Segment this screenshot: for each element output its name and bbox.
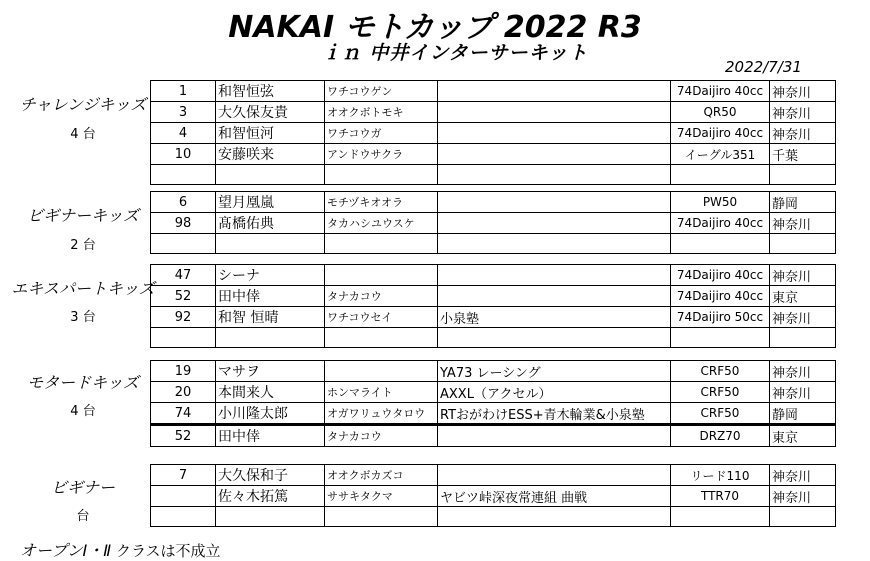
class-name-motard-kids: モタードキッズ bbox=[27, 373, 139, 392]
car-number: 47 bbox=[151, 265, 216, 286]
class-count-expert-kids: 3 台 bbox=[70, 310, 96, 325]
team-name bbox=[438, 144, 671, 165]
rider-kana: タカハシユウスケ bbox=[325, 213, 438, 234]
prefecture: 千葉 bbox=[770, 144, 836, 165]
prefecture: 神奈川 bbox=[770, 265, 836, 286]
car-number bbox=[151, 507, 216, 527]
rider-name bbox=[216, 234, 325, 254]
team-name bbox=[438, 165, 671, 185]
table-row bbox=[151, 425, 836, 447]
team-name: AXXL（アクセル） bbox=[438, 382, 671, 403]
prefecture: 神奈川 bbox=[770, 465, 836, 486]
rider-name: 望月凰嵐 bbox=[216, 192, 325, 213]
rider-kana bbox=[325, 507, 438, 527]
table-row bbox=[151, 265, 836, 286]
car-number: 98 bbox=[151, 213, 216, 234]
event-title: NAKAI モトカップ 2022 R3 bbox=[228, 10, 642, 45]
team-name bbox=[438, 234, 671, 254]
prefecture: 神奈川 bbox=[770, 213, 836, 234]
machine: CRF50 bbox=[671, 403, 770, 425]
car-number: 74 bbox=[151, 403, 216, 425]
rider-name: 安藤咲来 bbox=[216, 144, 325, 165]
table-row bbox=[151, 382, 836, 403]
class-count-motard-kids: 4 台 bbox=[70, 404, 96, 419]
machine: CRF50 bbox=[671, 382, 770, 403]
rider-name: マサヲ bbox=[216, 361, 325, 382]
team-name bbox=[438, 465, 671, 486]
table-row bbox=[151, 144, 836, 165]
machine: イーグル351 bbox=[671, 144, 770, 165]
car-number bbox=[151, 234, 216, 254]
team-name bbox=[438, 213, 671, 234]
car-number: 7 bbox=[151, 465, 216, 486]
rider-name: 本間来人 bbox=[216, 382, 325, 403]
car-number: 19 bbox=[151, 361, 216, 382]
rider-name: 大久保友貴 bbox=[216, 102, 325, 123]
machine bbox=[671, 234, 770, 254]
team-name: 小泉塾 bbox=[438, 307, 671, 328]
table-row bbox=[151, 361, 836, 382]
machine: DRZ70 bbox=[671, 425, 770, 447]
rider-name bbox=[216, 328, 325, 348]
table-row bbox=[151, 465, 836, 486]
machine: TTR70 bbox=[671, 486, 770, 507]
class-name-challenge-kids: チャレンジキッズ bbox=[19, 95, 147, 114]
prefecture: 東京 bbox=[770, 286, 836, 307]
prefecture: 静岡 bbox=[770, 403, 836, 425]
table-row bbox=[151, 192, 836, 213]
team-name bbox=[438, 507, 671, 527]
car-number: 4 bbox=[151, 123, 216, 144]
team-name bbox=[438, 102, 671, 123]
prefecture: 東京 bbox=[770, 425, 836, 447]
prefecture: 神奈川 bbox=[770, 382, 836, 403]
rider-name bbox=[216, 507, 325, 527]
car-number: 10 bbox=[151, 144, 216, 165]
team-name bbox=[438, 328, 671, 348]
rider-name: 田中倖 bbox=[216, 286, 325, 307]
rider-kana bbox=[325, 361, 438, 382]
prefecture: 静岡 bbox=[770, 192, 836, 213]
team-name: ヤビツ峠深夜常連組 曲戦 bbox=[438, 486, 671, 507]
rider-kana: モチヅキオオラ bbox=[325, 192, 438, 213]
car-number bbox=[151, 165, 216, 185]
rider-name: 和智 恒晴 bbox=[216, 307, 325, 328]
rider-kana: アンドウサクラ bbox=[325, 144, 438, 165]
machine: 74Daijiro 40cc bbox=[671, 286, 770, 307]
machine bbox=[671, 165, 770, 185]
class-count-challenge-kids: 4 台 bbox=[70, 127, 96, 142]
event-venue: ｉｎ 中井インターサーキット bbox=[321, 42, 589, 64]
table-row bbox=[151, 328, 836, 348]
rider-kana: ワチコウセイ bbox=[325, 307, 438, 328]
team-name bbox=[438, 81, 671, 102]
prefecture: 神奈川 bbox=[770, 307, 836, 328]
rider-kana: ササキタクマ bbox=[325, 486, 438, 507]
event-date: 2022/7/31 bbox=[725, 58, 802, 76]
table-row bbox=[151, 507, 836, 527]
rider-name: 大久保和子 bbox=[216, 465, 325, 486]
table-row bbox=[151, 403, 836, 425]
car-number: 1 bbox=[151, 81, 216, 102]
rider-kana: タナカコウ bbox=[325, 286, 438, 307]
class-name-expert-kids: エキスパートキッズ bbox=[11, 279, 155, 298]
prefecture bbox=[770, 507, 836, 527]
rider-kana: タナカコウ bbox=[325, 425, 438, 447]
team-name: RTおがわけESS+青木輪業&小泉塾 bbox=[438, 403, 671, 425]
rider-name: シーナ bbox=[216, 265, 325, 286]
table-row bbox=[151, 234, 836, 254]
team-name bbox=[438, 192, 671, 213]
class-name-beginner: ビギナー bbox=[50, 478, 115, 497]
car-number: 52 bbox=[151, 425, 216, 447]
machine: 74Daijiro 50cc bbox=[671, 307, 770, 328]
open-class-note: クラスは不成立 bbox=[115, 542, 221, 560]
prefecture: 神奈川 bbox=[770, 123, 836, 144]
team-name bbox=[438, 425, 671, 447]
rider-kana: ワチコウガ bbox=[325, 123, 438, 144]
table-row bbox=[151, 486, 836, 507]
table-row bbox=[151, 123, 836, 144]
team-name bbox=[438, 286, 671, 307]
table-row bbox=[151, 286, 836, 307]
class-count-beginner-kids: 2 台 bbox=[70, 238, 96, 253]
prefecture bbox=[770, 328, 836, 348]
rider-name: 和智恒河 bbox=[216, 123, 325, 144]
machine: 74Daijiro 40cc bbox=[671, 123, 770, 144]
rider-kana bbox=[325, 234, 438, 254]
machine bbox=[671, 507, 770, 527]
rider-kana bbox=[325, 328, 438, 348]
prefecture bbox=[770, 165, 836, 185]
rider-kana: オオクボカズコ bbox=[325, 465, 438, 486]
rider-kana bbox=[325, 265, 438, 286]
rider-name: 髙橋佑典 bbox=[216, 213, 325, 234]
car-number: 20 bbox=[151, 382, 216, 403]
rider-name: 和智恒弦 bbox=[216, 81, 325, 102]
prefecture bbox=[770, 234, 836, 254]
team-name bbox=[438, 265, 671, 286]
rider-name bbox=[216, 165, 325, 185]
footer-note bbox=[20, 538, 221, 561]
rider-kana: ホンマライト bbox=[325, 382, 438, 403]
prefecture: 神奈川 bbox=[770, 361, 836, 382]
table-row bbox=[151, 307, 836, 328]
table-row bbox=[151, 81, 836, 102]
machine: 74Daijiro 40cc bbox=[671, 265, 770, 286]
class-count-beginner: 台 bbox=[76, 509, 90, 524]
machine: CRF50 bbox=[671, 361, 770, 382]
table-row bbox=[151, 165, 836, 185]
car-number: 52 bbox=[151, 286, 216, 307]
entry-table-beginner-kids bbox=[150, 191, 836, 254]
class-name-beginner-kids: ビギナーキッズ bbox=[27, 206, 139, 225]
entry-table-expert-kids bbox=[150, 264, 836, 348]
rider-kana: オオクボトモキ bbox=[325, 102, 438, 123]
rider-name: 小川隆太郎 bbox=[216, 403, 325, 425]
machine: QR50 bbox=[671, 102, 770, 123]
car-number bbox=[151, 486, 216, 507]
machine: PW50 bbox=[671, 192, 770, 213]
table-row bbox=[151, 102, 836, 123]
rider-name: 佐々木拓篤 bbox=[216, 486, 325, 507]
rider-name: 田中倖 bbox=[216, 425, 325, 447]
machine: リード110 bbox=[671, 465, 770, 486]
entry-table-challenge-kids bbox=[150, 80, 836, 185]
open-class-label: オープンⅠ・Ⅱ bbox=[20, 541, 112, 560]
car-number bbox=[151, 328, 216, 348]
machine bbox=[671, 328, 770, 348]
prefecture: 神奈川 bbox=[770, 81, 836, 102]
car-number: 92 bbox=[151, 307, 216, 328]
rider-kana: オガワリュウタロウ bbox=[325, 403, 438, 425]
rider-kana: ワチコウゲン bbox=[325, 81, 438, 102]
prefecture: 神奈川 bbox=[770, 102, 836, 123]
team-name: YA73 レーシング bbox=[438, 361, 671, 382]
machine: 74Daijiro 40cc bbox=[671, 213, 770, 234]
entry-table-beginner bbox=[150, 464, 836, 527]
car-number: 6 bbox=[151, 192, 216, 213]
entry-table-motard-kids bbox=[150, 360, 836, 447]
car-number: 3 bbox=[151, 102, 216, 123]
machine: 74Daijiro 40cc bbox=[671, 81, 770, 102]
team-name bbox=[438, 123, 671, 144]
prefecture: 神奈川 bbox=[770, 486, 836, 507]
rider-kana bbox=[325, 165, 438, 185]
table-row bbox=[151, 213, 836, 234]
